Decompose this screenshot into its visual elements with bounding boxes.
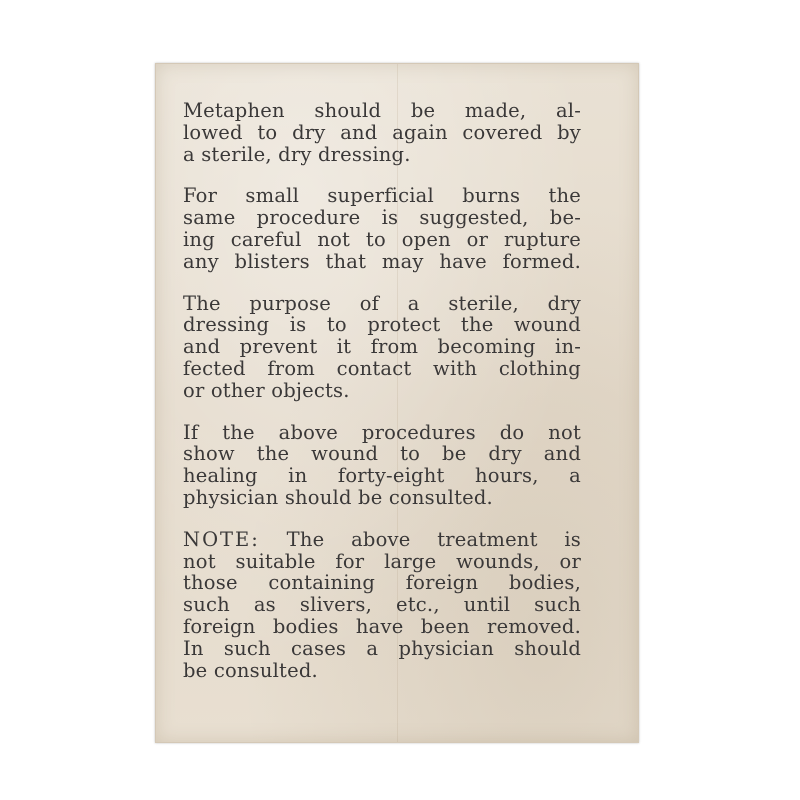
instruction-card: [155, 63, 639, 743]
text-line: physician should be consulted.: [183, 485, 493, 509]
text-line: ing careful not to open or rupture: [183, 227, 581, 251]
card-text: [183, 100, 581, 701]
text-line: Metaphen should be made, al-: [183, 99, 581, 122]
text-line: healing in forty-eight hours, a: [183, 464, 581, 488]
text-line: such as slivers, etc., until such: [183, 593, 581, 617]
text-line: a sterile, dry dressing.: [183, 142, 411, 166]
note-label: NOTE:: [183, 527, 260, 551]
text-line: not suitable for large wounds, or: [183, 549, 581, 573]
text-line: [183, 529, 581, 551]
text-line: show the wound to be dry and: [183, 442, 581, 466]
note-first-line: The above treatment is: [286, 527, 581, 551]
paragraph-procedures: [183, 422, 581, 509]
text-line: foreign bodies have been removed.: [183, 614, 581, 638]
text-line: The purpose of a sterile, dry: [183, 291, 581, 315]
text-line: If the above procedures do not: [183, 420, 581, 444]
text-line: and prevent it from becoming in-: [183, 335, 581, 359]
text-line: In such cases a physician should: [183, 636, 581, 660]
text-line: For small superficial burns the: [183, 184, 581, 208]
text-line: any blisters that may have formed.: [183, 249, 581, 273]
paragraph-burns: [183, 185, 581, 272]
text-line: or other objects.: [183, 378, 350, 402]
text-line: same procedure is suggested, be-: [183, 206, 581, 230]
paragraph-purpose: [183, 293, 581, 402]
text-line: lowed to dry and again covered by: [183, 120, 581, 144]
text-line: fected from contact with clothing: [183, 356, 581, 380]
text-line: those containing foreign bodies,: [183, 571, 581, 595]
paragraph-metaphen: [183, 100, 581, 165]
text-line: dressing is to protect the wound: [183, 313, 581, 337]
text-line: be consulted.: [183, 658, 318, 682]
paragraph-note: [183, 529, 581, 682]
